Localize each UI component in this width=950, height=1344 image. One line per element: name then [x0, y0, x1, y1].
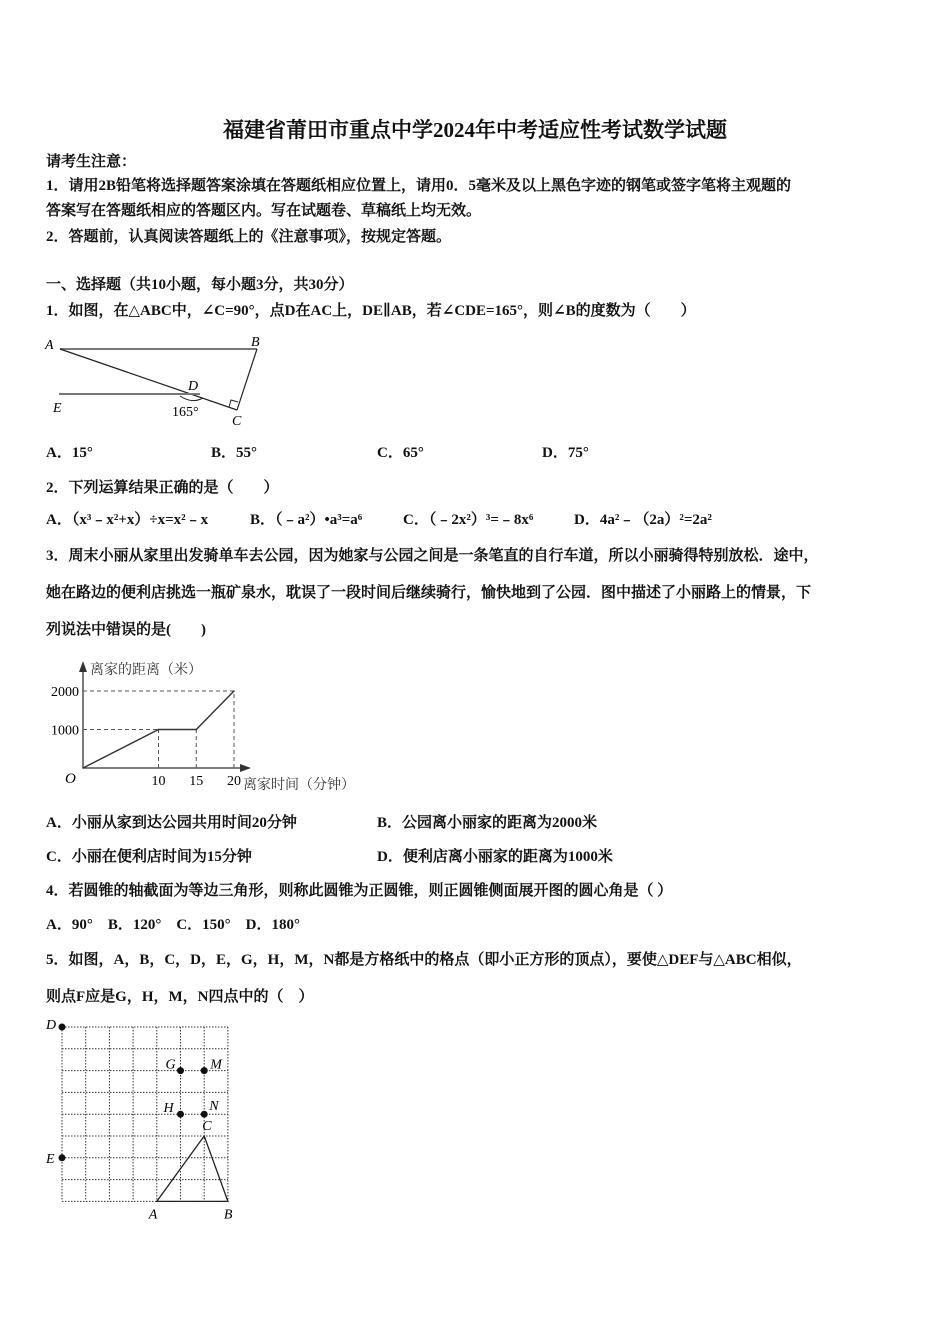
x-tick-label: 10 — [151, 774, 166, 789]
notice-item: 1．请用2B铅笔将选择题答案涂填在答题纸相应位置上，请用0．5毫米及以上黑色字迹的钢笔或签字笔将主观题的 — [46, 178, 792, 194]
grid-point-m — [201, 1067, 208, 1074]
label-c: C — [232, 414, 242, 429]
origin-label: O — [65, 771, 76, 787]
q4-stem: 4．若圆锥的轴截面为等边三角形，则称此圆锥为正圆锥，则正圆锥侧面展开图的圆心角是（ ） — [46, 883, 673, 899]
grid-label-d: D — [46, 1018, 57, 1033]
q2-option-b: B．（﹣a²）•a³=a⁶ — [250, 512, 363, 528]
angle-label: 165° — [172, 405, 199, 420]
section-heading: 一、选择题（共10小题，每小题3分，共30分） — [46, 277, 354, 293]
q5-stem: 5．如图，A，B，C，D，E，G，H，M，N都是方格纸中的格点（即小正方形的顶点），要使△DEF与△ABC相似， — [46, 952, 802, 968]
grid-label-n: N — [209, 1099, 219, 1115]
grid-point-d — [59, 1024, 66, 1031]
q3-stem: 列说法中错误的是( ) — [46, 622, 206, 638]
grid-label-e: E — [46, 1151, 55, 1167]
grid-label-b: B — [223, 1207, 233, 1223]
grid-point-h — [177, 1111, 184, 1118]
triangle-abc — [157, 1136, 228, 1201]
notice-item: 答案写在答题纸相应的答题区内。写在试题卷、草稿纸上均无效。 — [46, 203, 482, 219]
q3-stem: 她在路边的便利店挑选一瓶矿泉水，耽误了一段时间后继续骑行，愉快地到了公园．图中描述了小丽路上的情景，下 — [46, 585, 812, 601]
grid-label-m: M — [210, 1057, 222, 1073]
q3-option-a: A．小丽从家到达公园共用时间20分钟 — [46, 815, 297, 831]
label-e: E — [53, 401, 62, 416]
grid-label-c: C — [202, 1119, 212, 1134]
label-d: D — [188, 379, 199, 394]
x-axis-label: 离家时间（分钟） — [243, 776, 355, 792]
x-tick-label: 20 — [227, 774, 241, 789]
grid-point-n — [201, 1111, 208, 1118]
q3-option-d: D．便利店离小丽家的距离为1000米 — [377, 849, 613, 865]
label-a: A — [45, 338, 54, 353]
q3-option-c: C．小丽在便利店时间为15分钟 — [46, 849, 252, 865]
q1-option-b: B．55° — [211, 445, 258, 461]
q2-option-d: D．4a²﹣（2a）²=2a² — [574, 512, 712, 528]
grid-point-e — [59, 1154, 66, 1161]
q3-stem: 3．周末小丽从家里出发骑单车去公园，因为她家与公园之间是一条笔直的自行车道，所以小丽骑得特别放松．途中， — [46, 548, 819, 564]
q1-option-c: C．65° — [377, 445, 424, 461]
q2-stem: 2．下列运算结果正确的是（ ） — [46, 480, 279, 496]
x-tick-label: 15 — [189, 774, 204, 789]
notice-heading: 请考生注意： — [46, 154, 137, 170]
grid-label-h: H — [163, 1101, 174, 1117]
notice-item: 2．答题前，认真阅读答题纸上的《注意事项》，按规定答题。 — [46, 229, 452, 245]
grid-label-a: A — [148, 1207, 158, 1223]
page-title: 福建省莆田市重点中学2024年中考适应性考试数学试题 — [223, 118, 727, 142]
q2-option-c: C．（﹣2x²）³=﹣8x⁶ — [403, 512, 534, 528]
q1-option-d: D．75° — [542, 445, 589, 461]
y-axis-label: 离家的距离（米） — [90, 661, 202, 677]
q2-option-a: A．（x³﹣x²+x）÷x=x²﹣x — [46, 512, 209, 528]
y-tick-label: 2000 — [51, 685, 79, 700]
q4-options: A．90° B．120° C．150° D．180° — [46, 917, 300, 933]
grid-point-g — [177, 1067, 184, 1074]
q5-stem: 则点F应是G，H，M，N四点中的（ ） — [46, 989, 314, 1005]
y-tick-label: 1000 — [51, 723, 79, 739]
label-b: B — [251, 335, 260, 350]
q1-stem: 1．如图，在△ABC中，∠C=90°，点D在AC上，DE∥AB，若∠CDE=165°，则∠B的度数为（ ） — [46, 303, 696, 319]
q3-option-b: B．公园离小丽家的距离为2000米 — [377, 815, 598, 831]
q1-option-a: A．15° — [46, 445, 93, 461]
grid-label-g: G — [165, 1057, 176, 1073]
